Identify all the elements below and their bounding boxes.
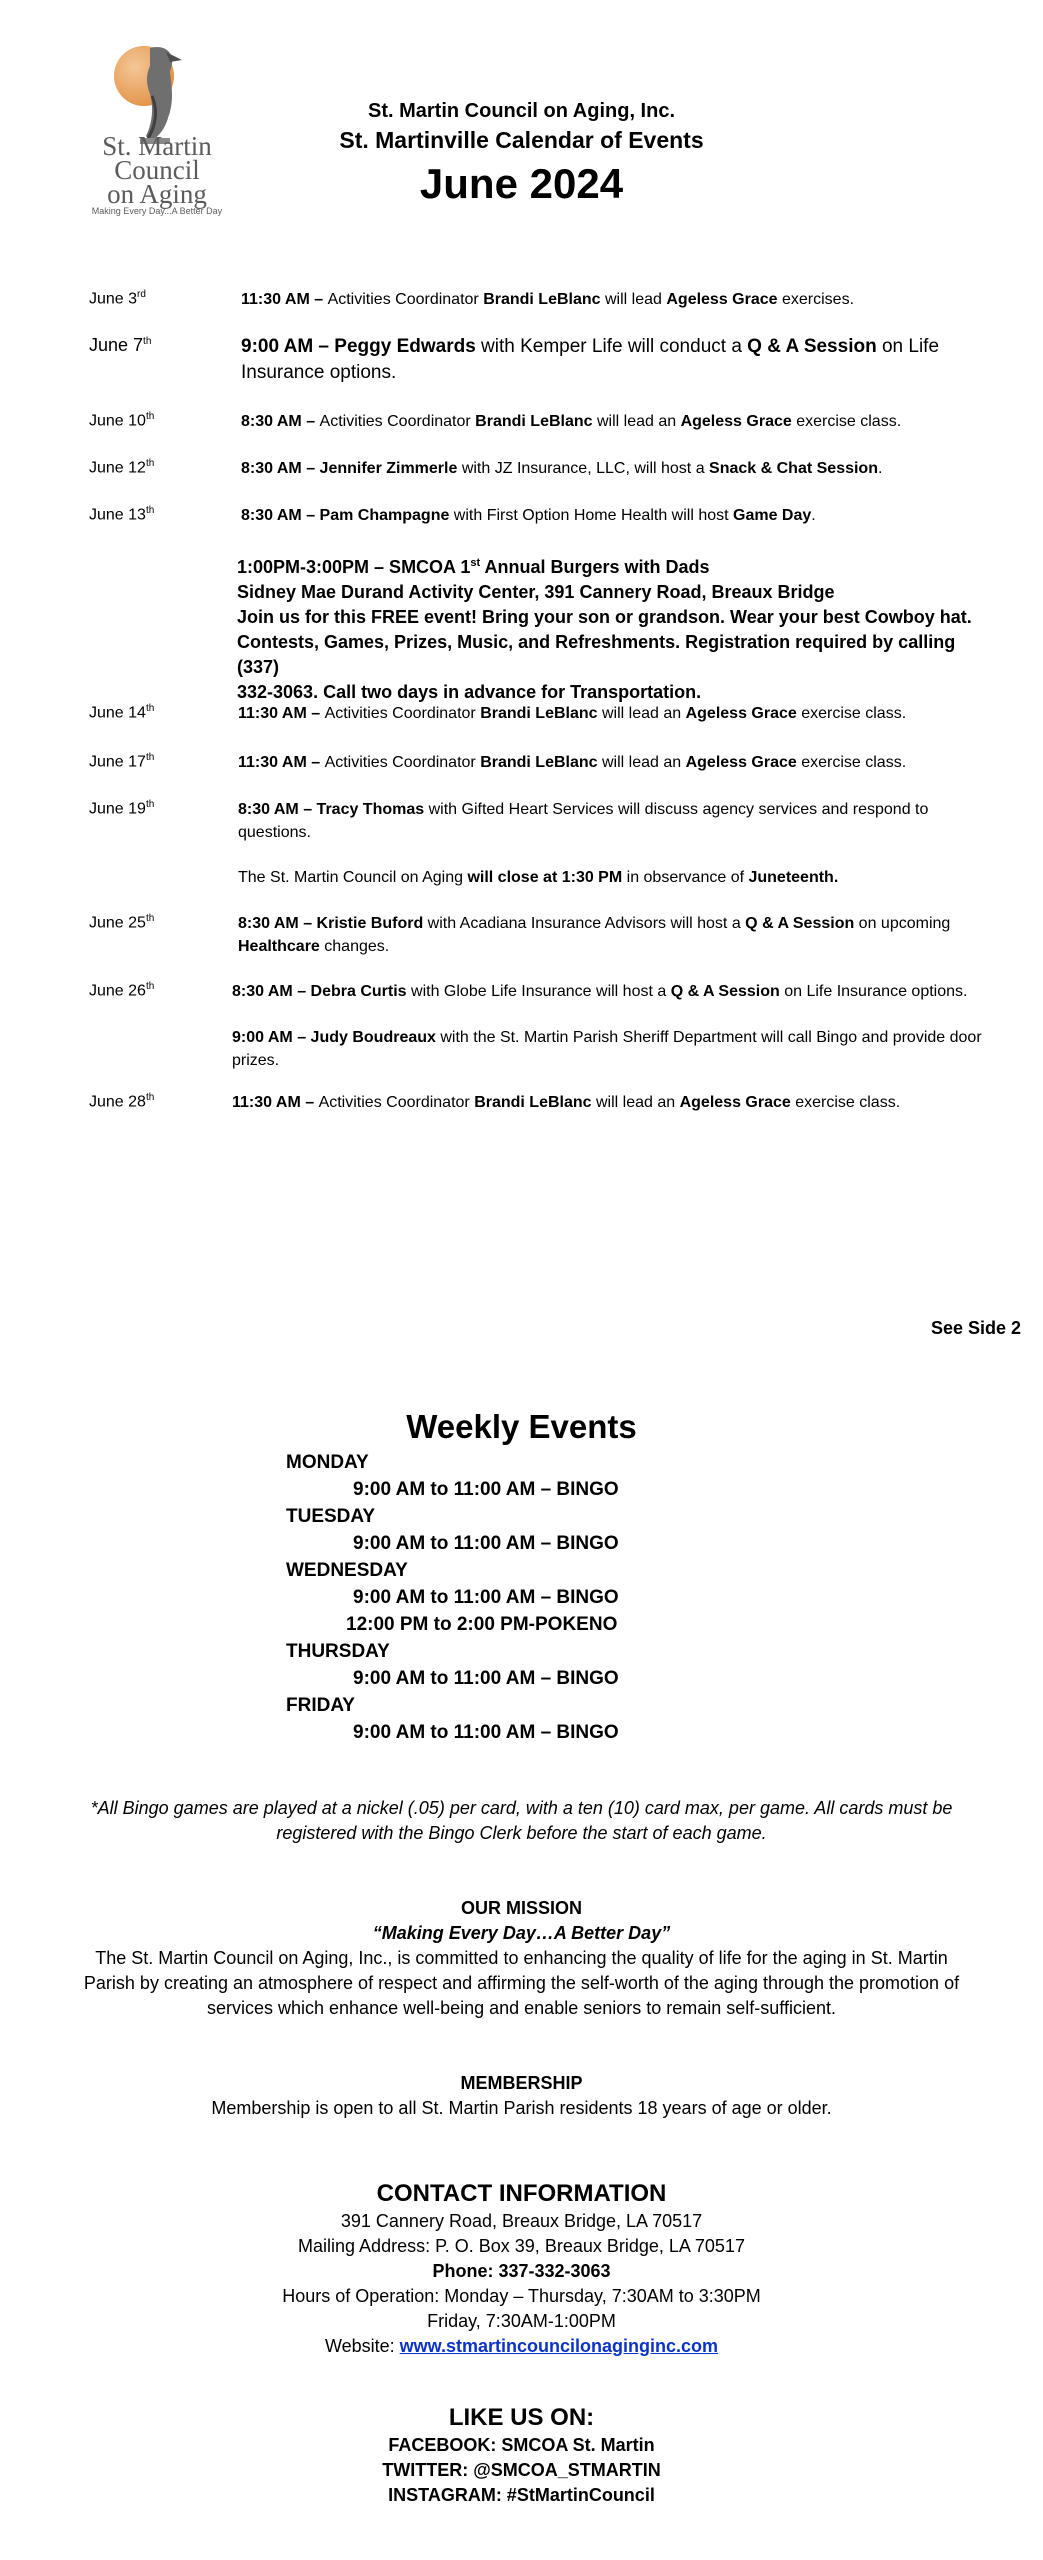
event-text: . bbox=[811, 507, 816, 524]
contact-address: 391 Cannery Road, Breaux Bridge, LA 70517 bbox=[340, 2211, 703, 2231]
event-text-bold: 8:30 AM – Kristie Buford bbox=[238, 915, 424, 932]
bingo-note-line-1: *All Bingo games are played at a nickel (.05) per card, with a ten (10) card max, per game. All cards must be bbox=[90, 1798, 953, 1818]
event-description bbox=[232, 980, 992, 1003]
event-text-bold: Ageless Grace bbox=[679, 1094, 791, 1111]
bingo-note-line-2: registered with the Bingo Clerk before the start of each game. bbox=[276, 1823, 767, 1843]
event-description bbox=[232, 1026, 992, 1072]
event-date-text: June 14 bbox=[89, 704, 146, 722]
calendar-subtitle: St. Martinville Calendar of Events bbox=[339, 127, 704, 153]
contact-mailing: Mailing Address: P. O. Box 39, Breaux Bridge, LA 70517 bbox=[298, 2236, 745, 2256]
mission-section bbox=[0, 1896, 1043, 2021]
event-text-bold: 9:00 AM – Judy Boudreaux bbox=[232, 1029, 436, 1046]
special-event bbox=[237, 551, 997, 705]
event-text: exercise class. bbox=[790, 1094, 901, 1111]
weekly-time: 9:00 AM to 11:00 AM – BINGO bbox=[353, 1587, 619, 1608]
event-text-bold: 8:30 AM – Debra Curtis bbox=[232, 983, 407, 1000]
event-text-bold: will close at 1:30 PM bbox=[467, 869, 623, 886]
mission-line-2: Parish by creating an atmosphere of respect and affirming the self-worth of the aging through the promotion of bbox=[83, 1973, 960, 1993]
logo-line-3: on Aging bbox=[107, 179, 207, 209]
event-text-bold: Ageless Grace bbox=[666, 291, 778, 308]
membership-section bbox=[0, 2071, 1043, 2121]
special-event-line-2: Sidney Mae Durand Activity Center, 391 Cannery Road, Breaux Bridge bbox=[237, 582, 835, 602]
event-text: will lead an bbox=[597, 754, 686, 771]
event-text-bold: Ageless Grace bbox=[685, 705, 797, 722]
event-text: in observance of bbox=[622, 869, 749, 886]
weekly-time: 9:00 AM to 11:00 AM – BINGO bbox=[353, 1479, 619, 1500]
contact-heading: CONTACT INFORMATION bbox=[376, 2180, 667, 2207]
event-text: with the St. Martin Parish Sheriff Department will call Bingo and provide door prizes. bbox=[232, 1029, 982, 1069]
event-text-bold: Snack & Chat Session bbox=[709, 460, 878, 477]
weekly-time: 9:00 AM to 11:00 AM – BINGO bbox=[353, 1533, 619, 1554]
weekly-time: 12:00 PM to 2:00 PM-POKENO bbox=[346, 1614, 618, 1635]
event-date bbox=[89, 913, 154, 932]
social-instagram: INSTAGRAM: #StMartinCouncil bbox=[388, 2485, 655, 2505]
event-text-bold: 8:30 AM – Tracy Thomas bbox=[238, 801, 425, 818]
event-text-bold: 8:30 AM – bbox=[241, 413, 320, 430]
social-facebook: FACEBOOK: SMCOA St. Martin bbox=[388, 2435, 655, 2455]
event-text: Activities Coordinator bbox=[327, 291, 484, 308]
event-date-suffix: th bbox=[145, 799, 155, 810]
weekly-day: FRIDAY bbox=[286, 1695, 355, 1716]
event-description bbox=[241, 288, 1001, 311]
event-date-text: June 17 bbox=[89, 753, 146, 771]
event-text-bold: 11:30 AM – bbox=[238, 754, 325, 771]
event-text: with First Option Home Health will host bbox=[449, 507, 734, 524]
weekly-time: 9:00 AM to 11:00 AM – BINGO bbox=[353, 1722, 619, 1743]
contact-section bbox=[0, 2179, 1043, 2359]
contact-hours-2: Friday, 7:30AM-1:00PM bbox=[427, 2311, 616, 2331]
event-date bbox=[89, 752, 154, 771]
website-link[interactable]: www.stmartincouncilonaginginc.com bbox=[399, 2336, 719, 2356]
contact-website-row bbox=[0, 2334, 1043, 2359]
event-text-bold: 11:30 AM – bbox=[232, 1094, 319, 1111]
special-event-line-5: 332-3063. Call two days in advance for Transportation. bbox=[237, 682, 702, 702]
event-text: exercise class. bbox=[796, 705, 907, 722]
event-date-suffix: th bbox=[145, 1092, 155, 1103]
event-text: . bbox=[877, 460, 883, 477]
event-date-suffix: th bbox=[143, 336, 152, 347]
event-description bbox=[238, 866, 998, 889]
membership-heading: MEMBERSHIP bbox=[460, 2073, 583, 2093]
mission-line-3: services which enhance well-being and enable seniors to remain self-sufficient. bbox=[206, 1998, 836, 2018]
event-date-text: June 19 bbox=[89, 800, 146, 818]
event-text: with Kemper Life will conduct a bbox=[475, 336, 748, 357]
logo-tagline: Making Every Day...A Better Day bbox=[91, 206, 223, 216]
event-date-text: June 10 bbox=[89, 412, 146, 430]
event-text-bold: 8:30 AM – Pam Champagne bbox=[241, 507, 450, 524]
event-text: on Life Insurance options. bbox=[241, 336, 940, 383]
event-description bbox=[238, 798, 998, 844]
event-date-text: June 26 bbox=[89, 982, 146, 1000]
event-text: exercises. bbox=[777, 291, 855, 308]
event-description bbox=[241, 457, 1001, 480]
page-title: June 2024 bbox=[419, 160, 624, 207]
event-date-suffix: th bbox=[145, 411, 155, 422]
event-text: with Globe Life Insurance will host a bbox=[406, 983, 671, 1000]
logo-line-2: Council bbox=[114, 155, 200, 185]
event-text-bold: Brandi LeBlanc bbox=[475, 413, 593, 430]
event-text-bold: Juneteenth. bbox=[748, 869, 839, 886]
event-date-suffix: th bbox=[145, 913, 155, 924]
event-text-bold: Ageless Grace bbox=[680, 413, 792, 430]
event-date-text: June 13 bbox=[89, 506, 146, 524]
event-text: will lead bbox=[600, 291, 667, 308]
event-text: exercise class. bbox=[796, 754, 907, 771]
event-date-text: June 28 bbox=[89, 1093, 146, 1111]
event-date bbox=[89, 703, 154, 722]
event-text: will lead an bbox=[591, 1094, 680, 1111]
weekly-day: WEDNESDAY bbox=[286, 1560, 408, 1581]
event-date bbox=[89, 1092, 154, 1111]
event-text-bold: Q & A Session bbox=[670, 983, 780, 1000]
event-text: Activities Coordinator bbox=[324, 705, 481, 722]
event-date-suffix: th bbox=[145, 981, 155, 992]
weekly-time: 9:00 AM to 11:00 AM – BINGO bbox=[353, 1668, 619, 1689]
event-text: with Acadiana Insurance Advisors will host a bbox=[423, 915, 746, 932]
event-text: on upcoming bbox=[854, 915, 951, 932]
event-text-bold: Brandi LeBlanc bbox=[474, 1094, 592, 1111]
contact-phone: Phone: 337-332-3063 bbox=[432, 2261, 611, 2281]
mission-heading: OUR MISSION bbox=[460, 1898, 582, 1918]
event-text-bold: Q & A Session bbox=[745, 915, 855, 932]
event-description bbox=[241, 410, 1001, 433]
social-twitter: TWITTER: @SMCOA_STMARTIN bbox=[382, 2460, 661, 2480]
event-text-bold: Q & A Session bbox=[747, 336, 877, 357]
event-text: exercise class. bbox=[791, 413, 902, 430]
event-text: Activities Coordinator bbox=[324, 754, 481, 771]
event-date bbox=[89, 411, 154, 430]
event-text: will lead an bbox=[592, 413, 681, 430]
special-event-line-4: Contests, Games, Prizes, Music, and Refreshments. Registration required by calling (337) bbox=[237, 632, 956, 677]
event-text: with JZ Insurance, LLC, will host a bbox=[457, 460, 710, 477]
event-text: Activities Coordinator bbox=[319, 413, 476, 430]
mission-slogan: “Making Every Day…A Better Day” bbox=[372, 1923, 671, 1943]
event-text-bold: 11:30 AM – bbox=[241, 291, 328, 308]
weekly-title: Weekly Events bbox=[406, 1408, 637, 1445]
event-text-bold: Brandi LeBlanc bbox=[480, 754, 598, 771]
event-date-text: June 7 bbox=[89, 335, 144, 355]
weekly-day: MONDAY bbox=[286, 1452, 369, 1473]
event-text: with Gifted Heart Services will discuss agency services and respond to questions. bbox=[238, 801, 929, 841]
event-date-suffix: th bbox=[145, 752, 155, 763]
event-description bbox=[238, 702, 998, 725]
special-event-line-1: 1:00PM-3:00PM – SMCOA 1st Annual Burgers with Dads bbox=[237, 557, 710, 577]
event-date bbox=[89, 799, 154, 818]
event-text-bold: Brandi LeBlanc bbox=[483, 291, 601, 308]
logo-line-1: St. Martin bbox=[102, 131, 212, 161]
org-name: St. Martin Council on Aging, Inc. bbox=[367, 100, 676, 122]
event-description bbox=[238, 912, 998, 958]
event-text-bold: 11:30 AM – bbox=[238, 705, 325, 722]
event-description bbox=[241, 334, 1001, 386]
event-date-text: June 12 bbox=[89, 459, 146, 477]
weekly-day: TUESDAY bbox=[286, 1506, 376, 1527]
special-event-line-3: Join us for this FREE event! Bring your son or grandson. Wear your best Cowboy hat. bbox=[237, 607, 972, 627]
event-text-bold: Ageless Grace bbox=[685, 754, 797, 771]
event-text-bold: Game Day bbox=[733, 507, 812, 524]
event-text-bold: Brandi LeBlanc bbox=[480, 705, 598, 722]
social-section bbox=[0, 2403, 1043, 2508]
event-date bbox=[89, 289, 146, 308]
event-date bbox=[89, 458, 154, 477]
see-side-note: See Side 2 bbox=[930, 1318, 1021, 1338]
event-date-suffix: rd bbox=[137, 289, 146, 300]
event-text: Activities Coordinator bbox=[318, 1094, 475, 1111]
mission-line-1: The St. Martin Council on Aging, Inc., is committed to enhancing the quality of life for the aging in St. Martin bbox=[95, 1948, 948, 1968]
event-date bbox=[89, 505, 154, 524]
event-date-suffix: th bbox=[145, 458, 155, 469]
website-label: Website: bbox=[324, 2336, 400, 2356]
event-description bbox=[238, 751, 998, 774]
event-date-suffix: th bbox=[145, 703, 155, 714]
event-date-text: June 25 bbox=[89, 914, 146, 932]
membership-text: Membership is open to all St. Martin Parish residents 18 years of age or older. bbox=[211, 2098, 832, 2118]
event-text: changes. bbox=[319, 938, 390, 955]
event-date bbox=[89, 335, 151, 356]
contact-hours-1: Hours of Operation: Monday – Thursday, 7:30AM to 3:30PM bbox=[282, 2286, 761, 2306]
event-date-suffix: th bbox=[145, 505, 155, 516]
event-text: on Life Insurance options. bbox=[779, 983, 968, 1000]
event-date bbox=[89, 981, 154, 1000]
bingo-note bbox=[0, 1796, 1043, 1846]
event-text-bold: Healthcare bbox=[238, 938, 320, 955]
event-text-bold: 8:30 AM – Jennifer Zimmerle bbox=[241, 460, 458, 477]
event-text: will lead an bbox=[597, 705, 686, 722]
event-text-bold: 9:00 AM – Peggy Edwards bbox=[241, 336, 476, 357]
event-description bbox=[241, 504, 1001, 527]
social-heading: LIKE US ON: bbox=[448, 2404, 595, 2431]
event-date-text: June 3 bbox=[89, 290, 138, 308]
event-text: The St. Martin Council on Aging bbox=[238, 869, 468, 886]
weekly-day: THURSDAY bbox=[286, 1641, 390, 1662]
event-description bbox=[232, 1091, 992, 1114]
